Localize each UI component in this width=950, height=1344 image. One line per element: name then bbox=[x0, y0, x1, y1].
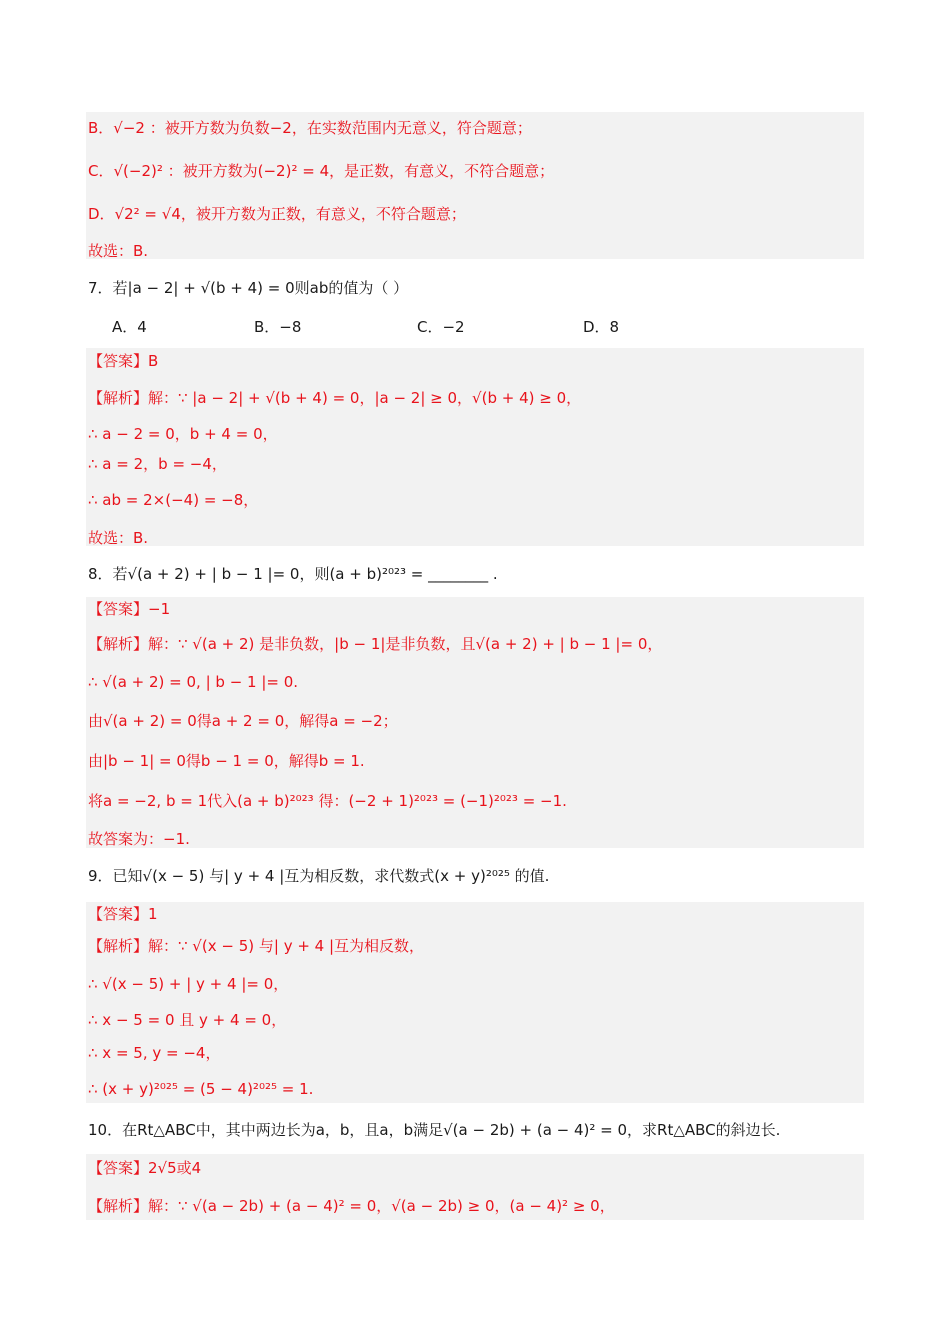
q8-question: 8．若√(a + 2) + | b − 1 |= 0，则(a + b)²⁰²³ = ________ . bbox=[88, 565, 498, 583]
q7-question: 7．若|a − 2| + √(b + 4) = 0则ab的值为（ ） bbox=[88, 279, 409, 297]
q9-question: 9．已知√(x − 5) 与| y + 4 |互为相反数，求代数式(x + y)²⁰²⁵ 的值. bbox=[88, 867, 550, 885]
q7-analysis-1: 【解析】解：∵ |a − 2| + √(b + 4) = 0，|a − 2| ≥ 0，√(b + 4) ≥ 0， bbox=[88, 389, 582, 407]
q10-analysis-1: 【解析】解：∵ √(a − 2b) + (a − 4)² = 0，√(a − 2b) ≥ 0，(a − 4)² ≥ 0， bbox=[88, 1197, 615, 1215]
q9-answer: 【答案】1 bbox=[88, 905, 158, 923]
q6-choice: 故选：B. bbox=[88, 242, 149, 260]
q9-analysis-2: ∴ √(x − 5) + | y + 4 |= 0， bbox=[88, 975, 289, 993]
q8-analysis-3: 由√(a + 2) = 0得a + 2 = 0，解得a = −2； bbox=[88, 712, 398, 730]
q10-question: 10．在Rt△ABC中，其中两边长为a，b，且a，b满足√(a − 2b) + (a − 4)² = 0，求Rt△ABC的斜边长. bbox=[88, 1121, 781, 1139]
q7-analysis-2: ∴ a − 2 = 0，b + 4 = 0， bbox=[88, 425, 278, 443]
q8-analysis-2: ∴ √(a + 2) = 0, | b − 1 |= 0. bbox=[88, 673, 299, 691]
q7-option-c: C．−2 bbox=[417, 318, 465, 336]
q7-analysis-3: ∴ a = 2，b = −4， bbox=[88, 455, 227, 473]
q8-answer: 【答案】−1 bbox=[88, 600, 171, 618]
q9-analysis-1: 【解析】解：∵ √(x − 5) 与| y + 4 |互为相反数， bbox=[88, 937, 425, 955]
q8-analysis-5: 将a = −2, b = 1代入(a + b)²⁰²³ 得：(−2 + 1)²⁰²³ = (−1)²⁰²³ = −1. bbox=[88, 792, 567, 810]
q7-analysis-4: ∴ ab = 2×(−4) = −8， bbox=[88, 491, 259, 509]
q7-answer: 【答案】B bbox=[88, 352, 159, 370]
q9-analysis-5: ∴ (x + y)²⁰²⁵ = (5 − 4)²⁰²⁵ = 1. bbox=[88, 1080, 314, 1098]
q6-option-c-analysis: C．√(−2)² ：被开方数为(−2)² = 4，是正数，有意义，不符合题意； bbox=[88, 162, 555, 180]
q9-analysis-4: ∴ x = 5, y = −4， bbox=[88, 1044, 221, 1062]
q6-option-d-analysis: D．√2² = √4，被开方数为正数，有意义，不符合题意； bbox=[88, 205, 466, 223]
q7-analysis-5: 故选：B. bbox=[88, 529, 149, 547]
q10-answer: 【答案】2√5或4 bbox=[88, 1159, 202, 1177]
q7-solution-block bbox=[86, 348, 864, 546]
q9-solution-block bbox=[86, 902, 864, 1103]
q6-option-b-analysis: B．√−2 ：被开方数为负数−2，在实数范围内无意义，符合题意； bbox=[88, 119, 532, 137]
q7-option-a: A．4 bbox=[112, 318, 147, 336]
q7-option-d: D．8 bbox=[583, 318, 620, 336]
q7-option-b: B．−8 bbox=[254, 318, 302, 336]
q9-analysis-3: ∴ x − 5 = 0 且 y + 4 = 0， bbox=[88, 1011, 287, 1029]
q8-analysis-1: 【解析】解：∵ √(a + 2) 是非负数，|b − 1|是非负数，且√(a + 2) + | b − 1 |= 0， bbox=[88, 635, 663, 653]
q8-analysis-6: 故答案为：−1. bbox=[88, 830, 190, 848]
q8-analysis-4: 由|b − 1| = 0得b − 1 = 0，解得b = 1. bbox=[88, 752, 365, 770]
